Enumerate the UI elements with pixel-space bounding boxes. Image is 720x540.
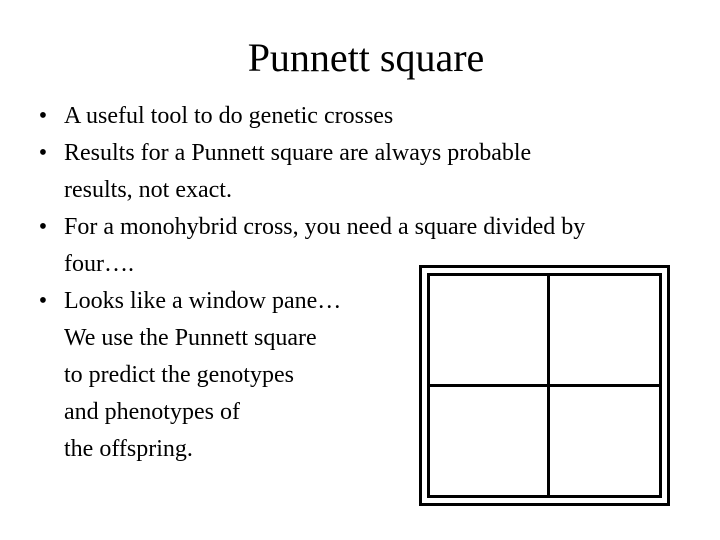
bullet-text: results, not exact.: [64, 177, 232, 203]
bullet-marker: •: [38, 140, 48, 166]
bullet-item: [36, 98, 686, 135]
bullet-marker: •: [38, 103, 48, 129]
punnett-horizontal-divider: [430, 384, 659, 387]
bullet-text: and phenotypes of: [64, 399, 240, 425]
bullet-text: For a monohybrid cross, you need a square divided by: [64, 214, 586, 240]
bullet-marker: •: [38, 288, 48, 314]
bullet-text: Results for a Punnett square are always probable: [64, 140, 532, 166]
punnett-square-diagram: [419, 265, 670, 506]
bullet-text: A useful tool to do genetic crosses: [64, 103, 394, 129]
bullet-item: [36, 135, 686, 209]
bullet-text: to predict the genotypes: [64, 362, 294, 388]
bullet-text: the offspring.: [64, 436, 193, 462]
bullet-text: four….: [64, 251, 134, 277]
slide-title: Punnett square: [247, 35, 485, 80]
bullet-marker: •: [38, 214, 48, 240]
bullet-text: Looks like a window pane…: [64, 288, 342, 314]
punnett-square-grid: [427, 273, 662, 498]
bullet-text: We use the Punnett square: [64, 325, 317, 351]
